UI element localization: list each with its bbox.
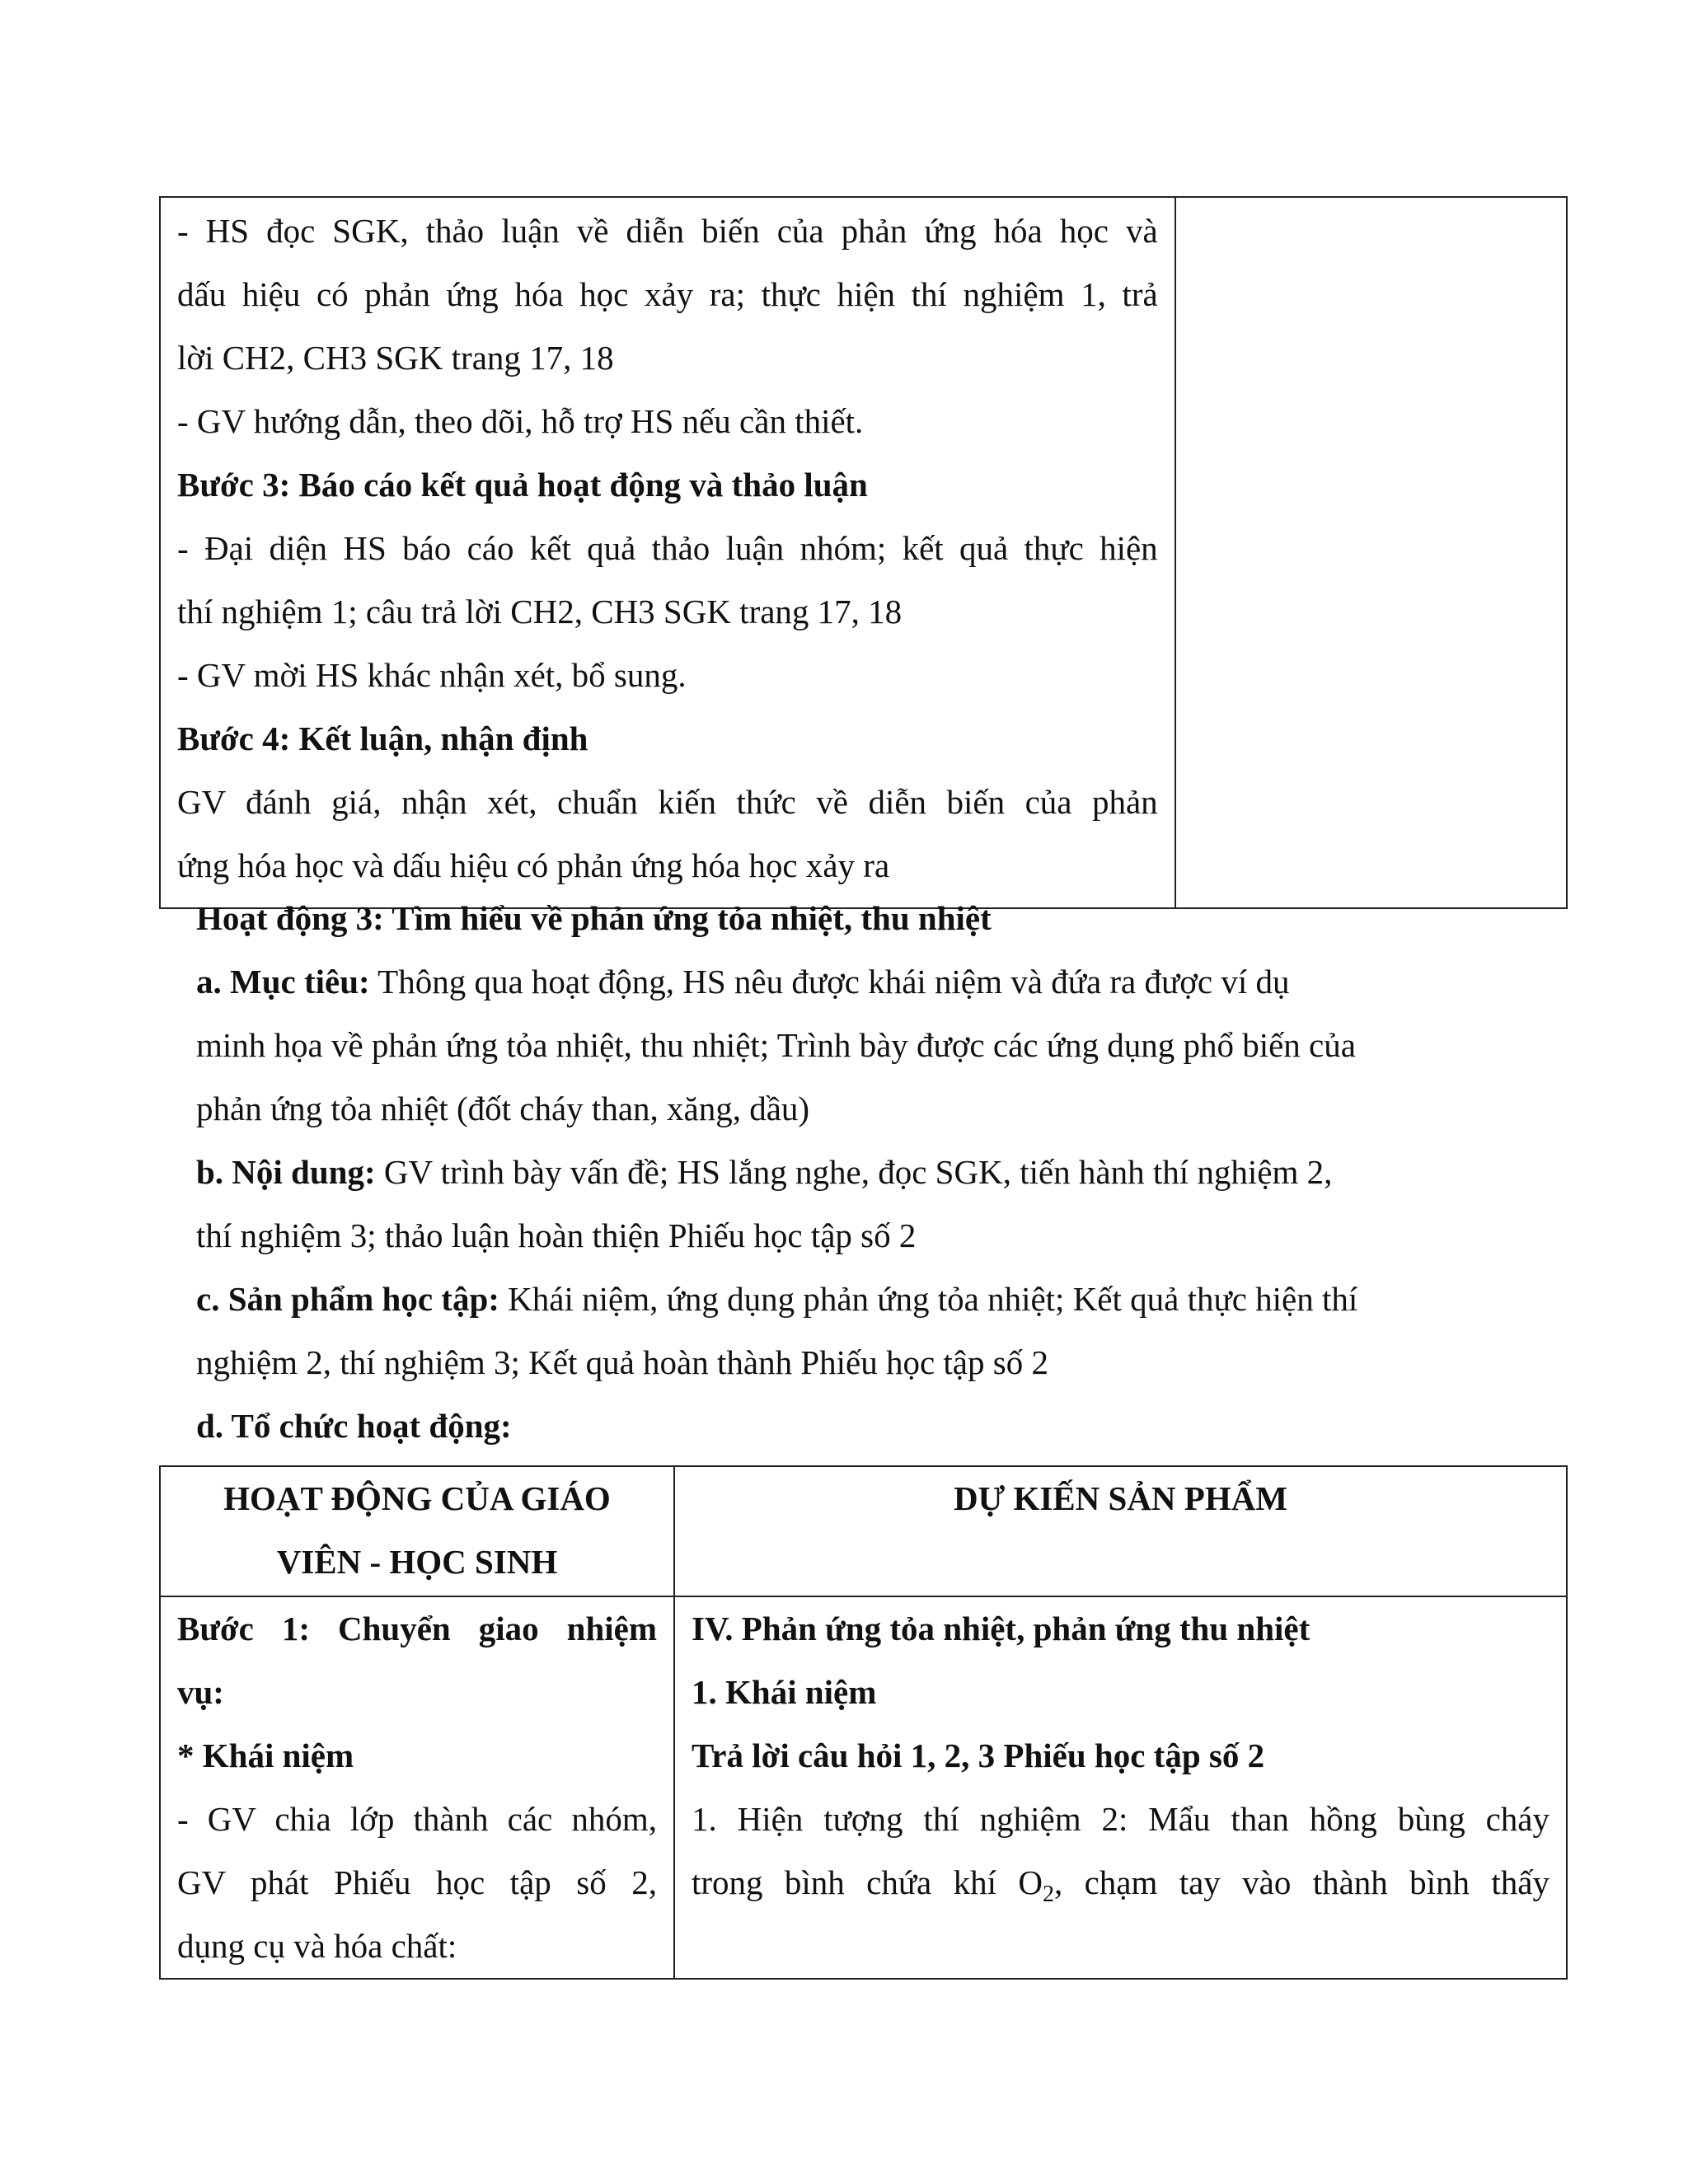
text-line: thí nghiệm 3; thảo luận hoàn thiện Phiếu học tập số 2 [196, 1216, 917, 1254]
concept-heading: * Khái niệm [177, 1736, 354, 1774]
step-1-heading: Bước 1: Chuyển giao nhiệm [177, 1610, 657, 1647]
header-text: VIÊN - HỌC SINH [276, 1543, 558, 1581]
content-text: GV trình bày vấn đề; HS lắng nghe, đọc SGK, tiến hành thí nghiệm 2, [375, 1153, 1333, 1191]
objective-text: Thông qua hoạt động, HS nêu được khái niệm và đứa ra được ví dụ [369, 963, 1290, 1001]
text-line: dụng cụ và hóa chất: [177, 1927, 457, 1965]
text-line: phản ứng tỏa nhiệt (đốt cháy than, xăng, dầu) [196, 1090, 810, 1127]
text-line: lời CH2, CH3 SGK trang 17, 18 [177, 339, 614, 377]
teacher-student-activity-cell [160, 1596, 674, 1979]
text-line [692, 1851, 1550, 1915]
header-text: DỰ KIẾN SẢN PHẨM [953, 1479, 1288, 1517]
text-line: - GV chia lớp thành các nhóm, [177, 1800, 657, 1838]
text-span: , chạm tay vào thành bình thấy [1053, 1863, 1550, 1901]
text-line: - Đại diện HS báo cáo kết quả thảo luận nhóm; kết quả thực hiện [177, 529, 1158, 567]
table-header-row [160, 1466, 1567, 1596]
text-line: ứng hóa học và dấu hiệu có phản ứng hóa học xảy ra [177, 846, 890, 884]
objective-line [196, 950, 1465, 1014]
product-line [196, 1268, 1465, 1331]
text-line: thí nghiệm 1; câu trả lời CH2, CH3 SGK trang 17, 18 [177, 593, 903, 630]
header-teacher-student-activity [160, 1466, 674, 1596]
text-line: GV phát Phiếu học tập số 2, [177, 1863, 657, 1901]
content-label: b. Nội dung: [196, 1153, 376, 1191]
text-line: vụ: [177, 1673, 224, 1711]
expected-product-cell [1175, 197, 1567, 908]
text-line: dấu hiệu có phản ứng hóa học xảy ra; thực hiện thí nghiệm 1, trả [177, 275, 1158, 313]
step-4-heading: Bước 4: Kết luận, nhận định [177, 719, 588, 757]
product-text: Khái niệm, ứng dụng phản ứng tỏa nhiệt; Kết quả thực hiện thí [499, 1280, 1358, 1318]
text-line: 1. Hiện tượng thí nghiệm 2: Mẩu than hồng bùng cháy [692, 1800, 1550, 1838]
header-text: HOẠT ĐỘNG CỦA GIÁO [223, 1479, 611, 1517]
organization-heading: d. Tổ chức hoạt động: [196, 1407, 512, 1445]
text-line: - GV hướng dẫn, theo dõi, hỗ trợ HS nếu cần thiết. [177, 402, 864, 440]
section-iv-title: IV. Phản ứng tỏa nhiệt, phản ứng thu nhiệt [692, 1610, 1311, 1647]
product-label: c. Sản phẩm học tập: [196, 1280, 499, 1318]
table-row [160, 1596, 1567, 1979]
concept-subheading: 1. Khái niệm [692, 1673, 877, 1711]
text-line: - GV mời HS khác nhận xét, bổ sung. [177, 656, 687, 694]
table-row [160, 197, 1567, 908]
content-line [196, 1141, 1465, 1204]
objective-label: a. Mục tiêu: [196, 963, 370, 1001]
subscript: 2 [1042, 1882, 1054, 1908]
activity-3-table [159, 1465, 1568, 1980]
text-line: nghiệm 2, thí nghiệm 3; Kết quả hoàn thành Phiếu học tập số 2 [196, 1343, 1048, 1381]
teacher-student-activity-cell [160, 197, 1175, 908]
text-line: - HS đọc SGK, thảo luận về diễn biến của phản ứng hóa học và [177, 212, 1158, 250]
expected-product-cell [674, 1596, 1567, 1979]
activity-3-section [196, 887, 1465, 1458]
step-3-heading: Bước 3: Báo cáo kết quả hoạt động và thảo luận [177, 466, 868, 504]
header-expected-product [674, 1466, 1567, 1596]
activity-table-continued [159, 196, 1568, 909]
text-line: GV đánh giá, nhận xét, chuẩn kiến thức về diễn biến của phản [177, 783, 1158, 821]
text-span: trong bình chứa khí O [692, 1863, 1043, 1901]
answer-heading: Trả lời câu hỏi 1, 2, 3 Phiếu học tập số 2 [692, 1736, 1265, 1774]
activity-3-heading: Hoạt động 3: Tìm hiểu về phản ứng tỏa nhiệt, thu nhiệt [196, 899, 992, 937]
text-line: minh họa về phản ứng tỏa nhiệt, thu nhiệt; Trình bày được các ứng dụng phổ biến của [196, 1026, 1356, 1064]
